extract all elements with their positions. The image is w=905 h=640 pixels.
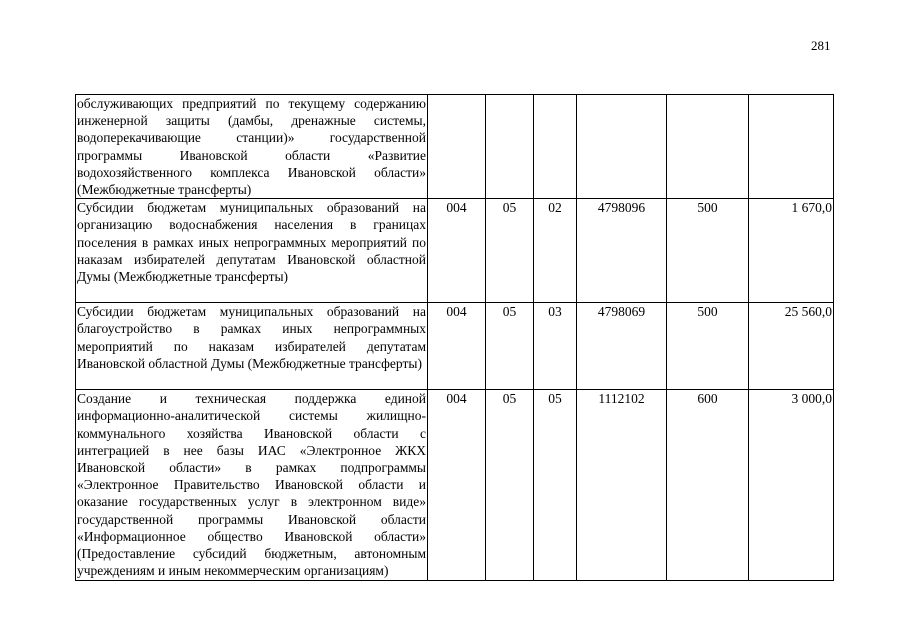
table-row [76, 199, 834, 303]
row-amount: 3 000,0 [749, 390, 834, 581]
row-subsection-code: 02 [534, 199, 577, 303]
row-description: Создание и техническая поддержка единой информационно-аналитической системы жилищно-коммунального хозяйства Ивановской области с интеграцией в нее базы ИАС «Электронное ЖКХ Ивановской области» в рамках подпрограммы «Электронное Правительство Ивановской области и оказание государственных услуг в электронном виде» государственной программы Ивановской области «Информационное общество Ивановской области» (Предоставление субсидий бюджетным, автономным учреждениям и иным некоммерческим организациям) [76, 390, 428, 581]
row-section-code: 05 [486, 303, 534, 390]
row-target-article-code: 4798096 [577, 199, 667, 303]
table-row [76, 390, 834, 581]
row-target-article-code [577, 95, 667, 199]
table-row [76, 95, 834, 199]
row-subsection-code: 03 [534, 303, 577, 390]
table-row [76, 303, 834, 390]
row-description: обслуживающих предприятий по текущему содержанию инженерной защиты (дамбы, дренажные системы, водоперекачивающие станции)» государственной программы Ивановской области «Развитие водохозяйственного комплекса Ивановской области» (Межбюджетные трансферты) [77, 96, 426, 198]
row-amount: 1 670,0 [749, 199, 834, 303]
row-section-code: 05 [486, 390, 534, 581]
row-description: Субсидии бюджетам муниципальных образований на организацию водоснабжения населения в границах поселения в рамках иных непрограммных мероприятий по наказам избирателей депутатам Ивановской областной Думы (Межбюджетные трансферты) [76, 199, 428, 303]
row-section-code: 05 [486, 199, 534, 303]
row-target-article-code: 4798069 [577, 303, 667, 390]
row-gr-code [428, 95, 486, 199]
budget-table [75, 94, 834, 581]
page-number: 281 [811, 38, 831, 53]
row-expense-type-code: 500 [667, 199, 749, 303]
row-section-code [486, 95, 534, 199]
row-amount [749, 95, 834, 199]
row-gr-code: 004 [428, 303, 486, 390]
row-subsection-code [534, 95, 577, 199]
row-expense-type-code [667, 95, 749, 199]
row-description: Субсидии бюджетам муниципальных образований на благоустройство в рамках иных непрограммных мероприятий по наказам избирателей депутатам Ивановской областной Думы (Межбюджетные трансферты) [76, 303, 428, 390]
row-amount: 25 560,0 [749, 303, 834, 390]
row-expense-type-code: 600 [667, 390, 749, 581]
row-expense-type-code: 500 [667, 303, 749, 390]
row-target-article-code: 1112102 [577, 390, 667, 581]
row-subsection-code: 05 [534, 390, 577, 581]
row-gr-code: 004 [428, 390, 486, 581]
row-gr-code: 004 [428, 199, 486, 303]
